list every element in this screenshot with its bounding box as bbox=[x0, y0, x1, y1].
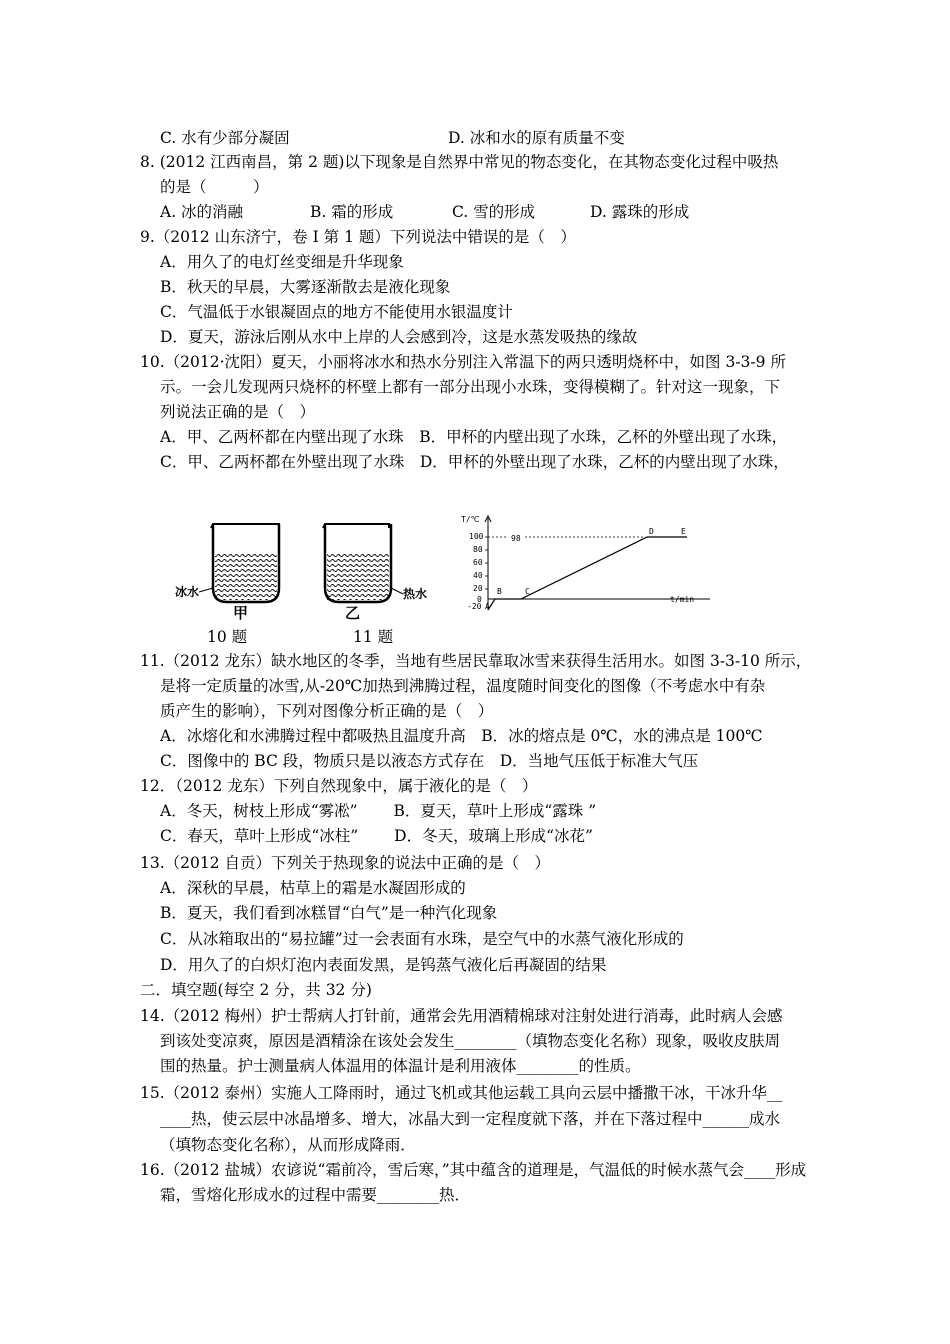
tick-60: 60 bbox=[473, 558, 483, 567]
text-line: D．用久了的白炽灯泡内表面发黑，是钨蒸气液化后再凝固的结果 bbox=[160, 956, 607, 974]
text-line: 9.（2012 山东济宁，卷 I 第 1 题）下列说法中错误的是（ ） bbox=[140, 228, 576, 246]
text-line: C．甲、乙两杯都在外壁出现了水珠 D．甲杯的外壁出现了水珠，乙杯的内壁出现了水珠， bbox=[160, 453, 789, 471]
text-line: D. 露珠的形成 bbox=[590, 203, 690, 221]
tick-80: 80 bbox=[473, 545, 483, 554]
text-line: 示。一会儿发现两只烧杯的杯壁上都有一部分出现小水珠，变得模糊了。针对这一现象，下 bbox=[160, 378, 781, 396]
text-line: B．夏天，我们看到冰糕冒“白气”是一种汽化现象 bbox=[160, 904, 498, 922]
text-line: 11.（2012 龙东）缺水地区的冬季，当地有些居民靠取冰雪来获得生活用水。如图 3-3-10 所示， bbox=[140, 652, 812, 670]
text-line: B．秋天的早晨，大雾逐渐散去是液化现象 bbox=[160, 278, 451, 296]
text-line: A．深秋的早晨，枯草上的霜是水凝固形成的 bbox=[160, 879, 466, 897]
text-line: 二．填空题(每空 2 分，共 32 分) bbox=[140, 981, 372, 999]
label-hot-water: 热水 bbox=[403, 587, 428, 601]
text-line: C．春天，草叶上形成“冰柱” D．冬天，玻璃上形成“冰花” bbox=[160, 827, 593, 845]
text-line: 14.（2012 梅州）护士帮病人打针前，通常会先用酒精棉球对注射处进行消毒，此时病人会感 bbox=[140, 1007, 783, 1025]
x-axis-label: t/min bbox=[670, 595, 695, 604]
tick-minus20: -20 bbox=[467, 602, 482, 611]
text-line: C．图像中的 BC 段，物质只是以液态方式存在 D．当地气压低于标准大气压 bbox=[160, 752, 699, 770]
text-line: 13.（2012 自贡）下列关于热现象的说法中正确的是（ ） bbox=[140, 854, 551, 872]
point-b: B bbox=[497, 587, 502, 596]
dashed-98-label: 98 bbox=[511, 534, 521, 543]
text-line: D．夏天，游泳后刚从水中上岸的人会感到冷，这是水蒸发吸热的缘故 bbox=[160, 328, 638, 346]
beaker-jia bbox=[211, 524, 279, 602]
text-line: A．冰熔化和水沸腾过程中都吸热且温度升高 B．冰的熔点是 0℃，水的沸点是 100℃ bbox=[160, 727, 763, 745]
text-line: 围的热量。护士测量病人体温用的体温计是利用液体________的性质。 bbox=[160, 1057, 641, 1075]
tick-20: 20 bbox=[473, 584, 483, 593]
text-line: ____热，使云层中冰晶增多、增大，冰晶大到一定程度就下落，并在下落过程中______成水 bbox=[160, 1110, 781, 1128]
text-line: 12．（2012 龙东）下列自然现象中，属于液化的是（ ） bbox=[140, 777, 538, 795]
tick-40: 40 bbox=[473, 571, 483, 580]
point-e: E bbox=[681, 527, 686, 536]
text-line: C．气温低于水银凝固点的地方不能使用水银温度计 bbox=[160, 303, 513, 321]
text-line: （填物态变化名称），从而形成降雨． bbox=[160, 1136, 416, 1154]
beaker-yi bbox=[323, 524, 391, 602]
beakers-figure bbox=[175, 518, 435, 620]
text-line: 8. (2012 江西南昌，第 2 题)以下现象是自然界中常见的物态变化，在其物态变化过程中吸热 bbox=[140, 153, 779, 171]
point-d: D bbox=[649, 527, 654, 536]
point-a: A bbox=[485, 602, 490, 611]
text-line: B. 霜的形成 bbox=[310, 203, 394, 221]
label-yi: 乙 bbox=[345, 604, 361, 620]
caption-q11: 11 题 bbox=[353, 628, 394, 646]
text-line: C. 雪的形成 bbox=[452, 203, 536, 221]
text-line: A. 冰的消融 bbox=[160, 203, 244, 221]
caption-q10: 10 题 bbox=[207, 628, 248, 646]
text-line: C．从冰箱取出的“易拉罐”过一会表面有水珠，是空气中的水蒸气液化形成的 bbox=[160, 930, 684, 948]
y-axis-label: T/℃ bbox=[461, 515, 480, 524]
text-line: C. 水有少部分凝固 bbox=[160, 129, 290, 147]
text-line: 到该处变凉爽，原因是酒精涂在该处会发生________（填物态变化名称）现象，吸收皮肤周 bbox=[160, 1032, 781, 1050]
label-ice-water: 冰水 bbox=[175, 585, 200, 599]
tick-0: 0 bbox=[477, 595, 482, 604]
text-line: 15.（2012 泰州）实施人工降雨时，通过飞机或其他运载工具向云层中播撒干冰，干冰升华__ bbox=[140, 1084, 783, 1102]
text-line: 的是（ ） bbox=[160, 178, 269, 196]
text-line: 霜，雪熔化形成水的过程中需要________热． bbox=[160, 1186, 471, 1204]
text-line: 是将一定质量的冰雪,从-20℃加热到沸腾过程，温度随时间变化的图像（不考虑水中有杂 bbox=[160, 677, 766, 695]
text-line: A．甲、乙两杯都在内壁出现了水珠 B．甲杯的内壁出现了水珠，乙杯的外壁出现了水珠， bbox=[160, 428, 788, 446]
tick-100: 100 bbox=[469, 532, 484, 541]
text-line: A．用久了的电灯丝变细是升华现象 bbox=[160, 253, 404, 271]
label-jia: 甲 bbox=[233, 604, 249, 620]
text-line: 10.（2012·沈阳）夏天，小丽将冰水和热水分别注入常温下的两只透明烧杯中，如图 3-3-9 所 bbox=[140, 353, 786, 371]
point-c: C bbox=[525, 587, 530, 596]
temperature-graph bbox=[455, 512, 720, 612]
text-line: 16.（2012 盐城）农谚说“霜前冷，雪后寒，”其中蕴含的道理是，气温低的时候水蒸气会____形成 bbox=[140, 1161, 807, 1179]
text-line: 列说法正确的是（ ） bbox=[160, 403, 316, 421]
text-line: 质产生的影响），下列对图像分析正确的是（ ） bbox=[160, 702, 494, 720]
text-line: D. 冰和水的原有质量不变 bbox=[448, 129, 625, 147]
text-line: A．冬天，树枝上形成“雾凇” B．夏天，草叶上形成“露珠 ” bbox=[160, 802, 597, 820]
